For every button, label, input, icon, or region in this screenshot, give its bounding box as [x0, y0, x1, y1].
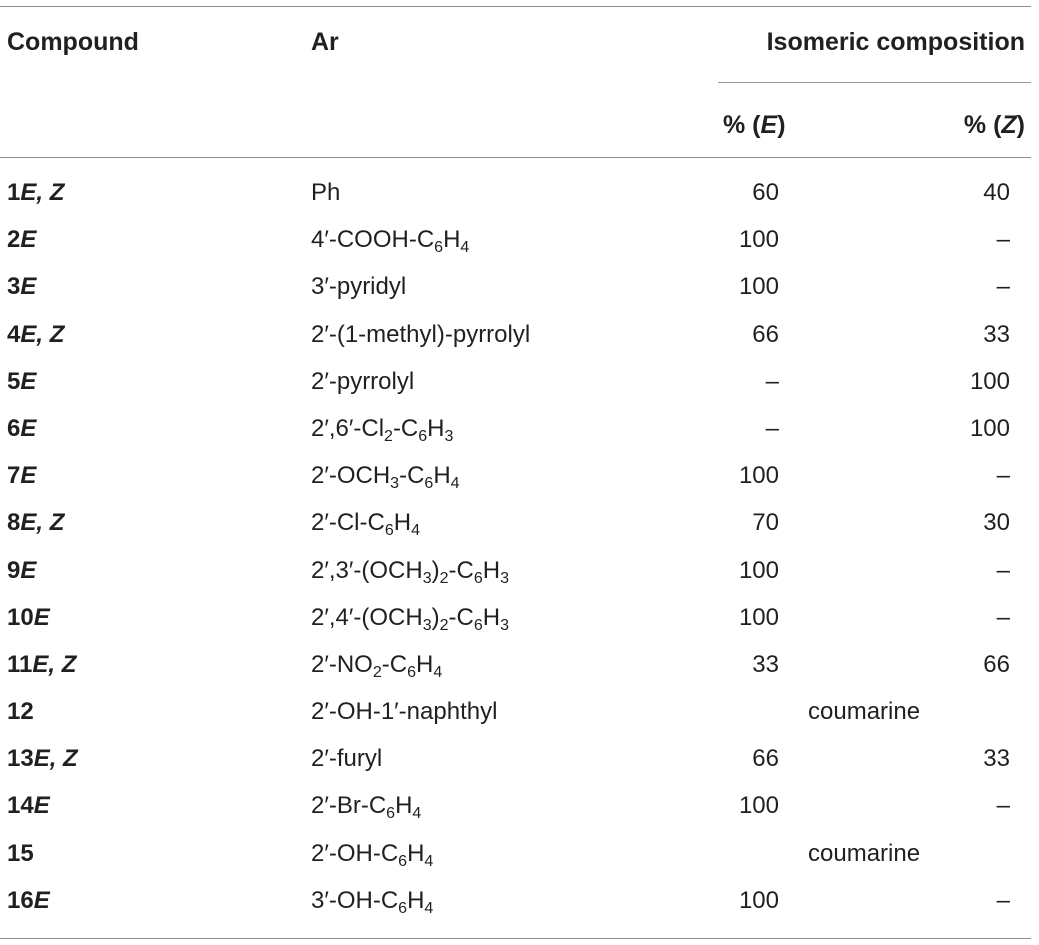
table-row: [0, 879, 1039, 926]
percent-z-cell: 33: [983, 320, 1010, 348]
ar-subscript: 6: [384, 522, 394, 540]
compound-number: 13: [7, 745, 34, 773]
ar-text: ): [431, 603, 440, 631]
compound-cell: [7, 179, 64, 207]
isomer-suffix: E: [33, 603, 50, 631]
table-row: [0, 784, 1039, 831]
ar-cell: [311, 226, 470, 257]
ar-text: 2′-NO: [311, 650, 373, 678]
ar-cell: [311, 273, 406, 301]
header-percent-e: [723, 110, 786, 140]
header-percent-e-suffix: ): [777, 111, 786, 139]
percent-e-cell: 66: [752, 320, 779, 348]
ar-subscript: 4: [433, 663, 443, 681]
ar-text: H: [427, 414, 445, 442]
ar-text: H: [395, 792, 413, 820]
ar-text: 2′-(1-methyl)-pyrrolyl: [311, 320, 531, 348]
percent-z-cell: –: [996, 462, 1010, 490]
ar-subscript: 6: [386, 805, 396, 823]
table-row: [0, 549, 1039, 596]
ar-text: 2′-furyl: [311, 745, 383, 773]
top-rule: [0, 6, 1031, 7]
ar-cell: [311, 604, 509, 632]
ar-cell: [311, 698, 497, 726]
compound-number: 9: [7, 556, 21, 584]
compound-number: 10: [7, 603, 34, 631]
header-compound: Compound: [7, 28, 139, 56]
percent-z-cell: 66: [983, 650, 1010, 678]
ar-subscript: 6: [473, 616, 483, 634]
table-row: [0, 407, 1039, 454]
percent-z-cell: –: [996, 556, 1010, 584]
ar-subscript: 6: [418, 427, 428, 445]
compound-number: 3: [7, 273, 21, 301]
percent-e-cell: 100: [738, 556, 779, 584]
compound-cell: [7, 698, 34, 726]
percent-z-cell: –: [996, 273, 1010, 301]
compound-cell: [7, 509, 64, 537]
table-row: [0, 218, 1039, 265]
ar-subscript: 2: [372, 663, 382, 681]
header-ar: Ar: [311, 28, 339, 56]
compound-cell: [7, 651, 76, 679]
ar-text: Ph: [311, 179, 341, 206]
compound-cell: [7, 792, 50, 820]
isomer-suffix: E, Z: [20, 179, 65, 206]
ar-subscript: 4: [424, 852, 434, 870]
isomer-suffix: E: [33, 792, 50, 820]
compound-number: 5: [7, 367, 21, 395]
ar-text: H: [407, 886, 425, 914]
ar-text: -C: [448, 556, 474, 584]
header-percent-z-prefix: % (: [963, 111, 1002, 139]
ar-subscript: 6: [407, 663, 416, 681]
percent-e-cell: 100: [738, 603, 779, 631]
isomer-suffix: E: [20, 273, 37, 301]
ar-text: 2′-Br-C: [311, 792, 387, 820]
table-row: [0, 313, 1039, 360]
ar-text: -C: [381, 650, 408, 678]
compound-number: 12: [7, 698, 34, 726]
compound-number: 14: [7, 792, 34, 820]
ar-text: 2′-pyrrolyl: [311, 367, 415, 395]
table-row: [0, 596, 1039, 643]
isomer-suffix: E: [20, 556, 37, 584]
percent-z-cell: 30: [983, 509, 1010, 537]
ar-text: 2′-OH-1′-naphthyl: [311, 698, 498, 726]
percent-e-cell: 60: [752, 179, 779, 206]
ar-text: 2′,6′-Cl: [311, 414, 385, 442]
compound-cell: [7, 557, 36, 585]
compound-number: 6: [7, 414, 21, 442]
header-e-letter: E: [760, 111, 778, 139]
ar-subscript: 2: [439, 616, 449, 634]
compound-number: 16: [7, 886, 34, 914]
ar-text: H: [415, 650, 434, 678]
ar-subscript: 3: [422, 569, 432, 587]
percent-e-cell: 100: [738, 226, 779, 254]
table-row: [0, 454, 1039, 501]
percent-e-cell: 66: [752, 745, 779, 773]
ar-text: H: [393, 509, 412, 537]
bottom-rule: [0, 938, 1031, 939]
compound-cell: [7, 604, 50, 632]
ar-cell: [311, 651, 442, 679]
header-z-letter: Z: [1001, 111, 1017, 139]
percent-e-cell: 33: [752, 650, 779, 678]
compound-number: 8: [7, 509, 21, 537]
compound-number: 1: [7, 179, 21, 206]
ar-text: H: [407, 839, 425, 867]
percent-z-cell: 40: [983, 179, 1010, 206]
compound-cell: [7, 273, 36, 301]
table-row: [0, 360, 1039, 407]
ar-text: -C: [448, 603, 474, 631]
isomer-suffix: E: [20, 414, 37, 442]
table-row: [0, 690, 1039, 737]
percent-z-cell: 100: [969, 367, 1010, 395]
ar-subscript: 6: [398, 852, 408, 870]
ar-text: 4′-COOH-C: [311, 226, 435, 254]
table-body: [0, 171, 1039, 926]
compound-cell: [7, 462, 36, 490]
ar-text: -C: [399, 462, 425, 490]
compound-number: 4: [7, 320, 21, 348]
ar-cell: [311, 179, 340, 207]
percent-e-cell: 100: [738, 792, 779, 820]
header-percent-z-suffix: ): [1016, 111, 1025, 139]
ar-text: 2′-Cl-C: [311, 509, 385, 537]
ar-text: 3′-OH-C: [311, 886, 399, 914]
coumarine-cell: coumarine: [808, 839, 921, 867]
ar-subscript: 4: [411, 522, 420, 540]
table-row: [0, 171, 1039, 218]
ar-cell: [311, 840, 433, 868]
ar-text: H: [443, 226, 461, 254]
ar-subscript: 6: [424, 475, 434, 493]
ar-cell: [311, 509, 420, 540]
percent-e-cell: –: [765, 367, 779, 395]
percent-z-cell: 100: [969, 414, 1010, 442]
compound-number: 11: [7, 650, 33, 678]
isomer-suffix: E, Z: [32, 650, 77, 678]
ar-cell: [311, 887, 433, 915]
percent-e-cell: 70: [752, 509, 779, 537]
compound-number: 2: [7, 226, 21, 254]
compound-cell: [7, 840, 34, 868]
percent-z-cell: –: [996, 226, 1010, 254]
table-row: [0, 501, 1039, 548]
isomer-suffix: E: [33, 886, 50, 914]
percent-z-cell: –: [996, 603, 1010, 631]
ar-text: H: [482, 556, 501, 584]
ar-text: 2′,3′-(OCH: [311, 556, 423, 584]
ar-text: 3′-pyridyl: [311, 273, 407, 301]
ar-subscript: 4: [424, 899, 434, 917]
ar-subscript: 4: [450, 475, 460, 493]
percent-e-cell: 100: [738, 462, 779, 490]
compound-cell: [7, 887, 50, 915]
isomer-suffix: E: [20, 367, 37, 395]
compound-number: 15: [7, 839, 34, 867]
isomer-suffix: E, Z: [20, 320, 65, 348]
ar-text: -C: [392, 414, 419, 442]
ar-subscript: 3: [444, 427, 454, 445]
compound-cell: [7, 368, 36, 396]
ar-cell: [311, 368, 414, 396]
compound-number: 7: [7, 462, 21, 490]
ar-subscript: 3: [500, 569, 509, 587]
ar-cell: [311, 792, 422, 823]
coumarine-cell: coumarine: [808, 698, 921, 726]
ar-subscript: 6: [473, 569, 483, 587]
percent-z-cell: –: [996, 886, 1010, 914]
percent-z-cell: –: [996, 792, 1010, 820]
ar-cell: [311, 745, 382, 773]
ar-text: H: [482, 603, 501, 631]
ar-text: 2′,4′-(OCH: [311, 603, 423, 631]
ar-subscript: 4: [412, 805, 422, 823]
header-percent-z: [964, 110, 1025, 140]
ar-cell: [311, 462, 460, 493]
ar-cell: [311, 321, 530, 349]
header-percent-e-prefix: % (: [723, 111, 761, 139]
ar-subscript: 3: [422, 616, 432, 634]
ar-subscript: 6: [434, 239, 444, 257]
table-row: [0, 265, 1039, 312]
ar-text: 2′-OH-C: [311, 839, 399, 867]
table-row: [0, 643, 1039, 690]
ar-text: H: [433, 462, 451, 490]
compound-cell: [7, 415, 36, 443]
ar-subscript: 2: [384, 427, 393, 445]
isomer-suffix: E, Z: [33, 745, 78, 773]
isomeric-span-rule: [718, 82, 1031, 83]
ar-cell: [311, 415, 453, 443]
ar-subscript: 3: [500, 616, 509, 634]
percent-e-cell: 100: [738, 273, 779, 301]
isomer-suffix: E, Z: [20, 509, 65, 537]
header-bottom-rule: [0, 157, 1031, 158]
ar-subscript: 4: [460, 239, 470, 257]
header-isomeric-composition: Isomeric composition: [766, 28, 1025, 56]
percent-e-cell: –: [765, 414, 779, 442]
isomer-suffix: E: [20, 226, 37, 254]
percent-e-cell: 100: [738, 886, 779, 914]
compound-cell: [7, 321, 64, 349]
ar-text: 2′-OCH: [311, 462, 391, 490]
table-row: [0, 737, 1039, 784]
isomer-suffix: E: [20, 462, 37, 490]
ar-cell: [311, 557, 509, 585]
compound-cell: [7, 226, 36, 254]
percent-z-cell: 33: [983, 745, 1010, 773]
ar-text: ): [431, 556, 440, 584]
table-row: [0, 832, 1039, 879]
ar-subscript: 3: [390, 475, 400, 493]
ar-subscript: 6: [398, 899, 408, 917]
ar-subscript: 2: [439, 569, 449, 587]
compound-cell: [7, 745, 78, 773]
